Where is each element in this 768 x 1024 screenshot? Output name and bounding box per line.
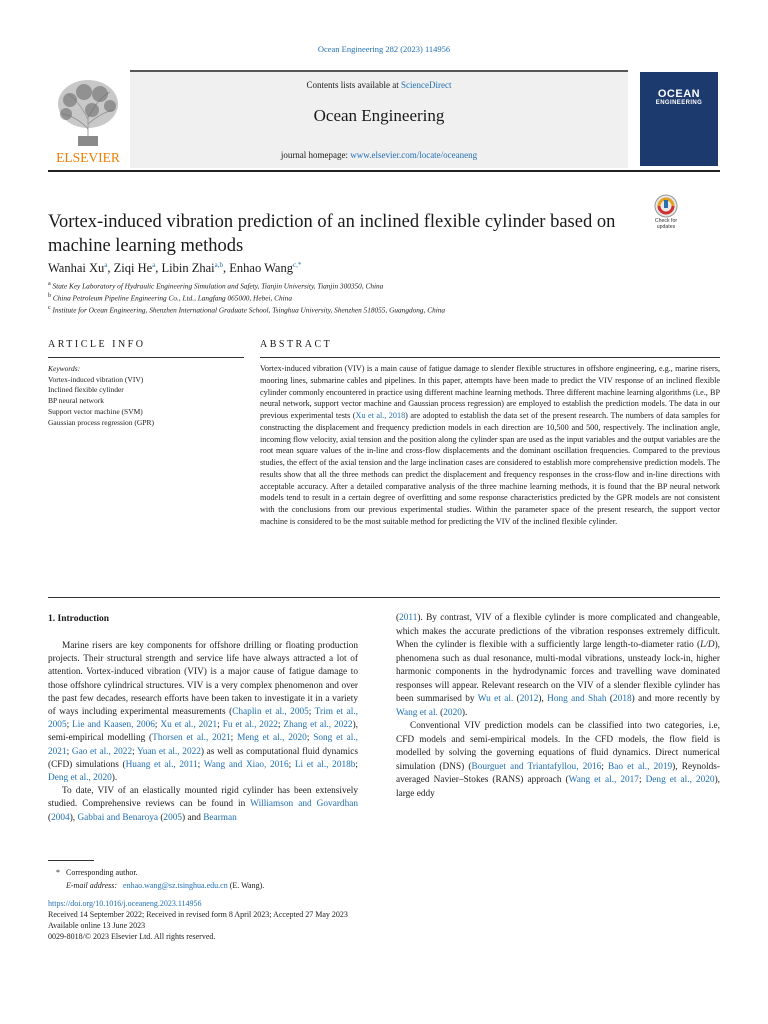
citation-link[interactable]: Wu et al. xyxy=(477,694,514,704)
text-run: and xyxy=(185,812,204,823)
text-run: and more recently by xyxy=(634,694,720,704)
footnote-rule xyxy=(48,860,94,861)
text-run: ), semi-empirical modelling ( xyxy=(48,720,358,744)
elsevier-wordmark: ELSEVIER xyxy=(56,150,120,165)
available-online: Available online 13 June 2023 xyxy=(48,921,146,930)
text-run: ) as well as computational fluid dynamics (CFD) simulations ( xyxy=(48,746,358,770)
corresponding-author-label: Corresponding author. xyxy=(66,868,138,877)
header-rule xyxy=(48,170,720,172)
intro-paragraph-3: Conventional VIV prediction models can be classified into two categories, i.e, CFD models and semi-empirical models. In the CFD models, the flow field is modelled by solving the governing equations of fluid dynamics. Direct numerical simulation (DNS) (Bourguet and Triantafyllou, 2016; Bao et al., 2019), Reynolds-averaged Navier–Stokes (RANS) approach (Wang et al., 2017; Deng et al., 2020), large eddy xyxy=(396,721,720,799)
author-affiliation-mark[interactable]: a xyxy=(152,261,156,269)
doi-link[interactable]: https://doi.org/10.1016/j.oceaneng.2023.114956 xyxy=(48,899,202,908)
journal-cover-image xyxy=(640,72,718,166)
citation-link[interactable]: Bourguet and Triantafyllou, 2016 xyxy=(471,761,602,772)
text-run: ), large eddy xyxy=(396,775,720,799)
author-name[interactable]: Ziqi He xyxy=(113,261,153,276)
text-run: ), phenomena such as dual resonance, multi-modal vibrations, unsteady lock-in, higher harmonic components in the hydrodynamic forces and travelling wave dominated responses will appear. Relevant research on the VIV of a slender flexible cylinder has been summarised by xyxy=(396,640,720,704)
citation-year-link[interactable]: 2011 xyxy=(399,613,418,623)
left-column xyxy=(48,640,358,825)
citation-link[interactable]: Williamson and Govardhan xyxy=(250,799,358,810)
author-affiliation-mark[interactable]: a,b xyxy=(214,261,224,269)
affiliation-mark: b xyxy=(48,293,52,299)
citation-link[interactable]: Bao et al., 2019 xyxy=(608,761,673,772)
citation-link[interactable]: Zhang et al., 2022 xyxy=(283,720,353,731)
keyword-item: Support vector machine (SVM) xyxy=(48,406,143,416)
citation-link[interactable]: Xu et al., 2018 xyxy=(355,411,406,420)
affiliation-a xyxy=(48,281,728,290)
text-run: ). xyxy=(111,773,118,784)
affiliation-text: Institute for Ocean Engineering, Shenzhen International Graduate School, Tsinghua University, Shenzhen 518055, Guangdong, China xyxy=(52,305,446,315)
cover-title-line-2: ENGINEERING xyxy=(655,100,703,106)
homepage-line xyxy=(130,150,628,160)
text-run: Marine risers are key components for offshore drilling or floating production projects. Their structural strength and service life have always attracted a lot of attention. Vortex-induced vibration (VIV) is a major cause of fatigue damage to those offshore cylindrical structures. VIV is a very complex phenomenon and over the past few decades, research efforts have been taken to investigate it in a variety of ways including experimental measurements ( xyxy=(48,641,358,718)
citation-year-link[interactable]: 2005 xyxy=(163,812,183,823)
citation-year-link[interactable]: 2012 xyxy=(519,694,539,704)
affiliation-text: China Petroleum Pipeline Engineering Co., Ltd., Langfang 065000, Hebei, China xyxy=(52,293,292,303)
citation-link[interactable]: Fu et al., 2022 xyxy=(222,720,278,731)
affiliation-mark: a xyxy=(48,281,51,287)
text-run: ), Reynolds-averaged Navier–Stokes (RANS) approach ( xyxy=(396,761,720,785)
abstract-bottom-rule xyxy=(48,597,720,598)
citation-link[interactable]: Gabbai and Benaroya xyxy=(77,812,158,823)
citation-link[interactable]: Hong and Shah xyxy=(547,694,607,704)
keywords-label: Keywords: xyxy=(48,364,81,373)
author-separator: , xyxy=(107,261,114,276)
citation-link[interactable]: Lie and Kaasen, 2006 xyxy=(72,720,155,731)
abstract-rule xyxy=(260,357,720,358)
author-separator: , xyxy=(155,261,162,276)
citation-link[interactable]: Huang et al., 2011 xyxy=(125,759,198,770)
author-name[interactable]: Libin Zhai xyxy=(161,261,215,276)
citation-year-link[interactable]: 2020 xyxy=(443,707,462,718)
keyword-item: Inclined flexible cylinder xyxy=(48,385,124,395)
cover-title-line-1: OCEAN xyxy=(657,88,701,100)
keyword-item: BP neural network xyxy=(48,396,104,406)
email-label: E-mail address: xyxy=(66,881,118,890)
journal-reference-link[interactable]: Ocean Engineering 282 (2023) 114956 xyxy=(317,44,451,54)
citation-link[interactable]: Song et al., 2021 xyxy=(48,733,358,757)
journal-name: Ocean Engineering xyxy=(313,106,445,125)
elsevier-tree-logo xyxy=(48,74,128,166)
received-dates: Received 14 September 2022; Received in revised form 8 April 2023; Accepted 27 May 2023 xyxy=(48,910,348,919)
keywords-block xyxy=(48,364,248,428)
citation-link[interactable]: Yuan et al., 2022 xyxy=(137,746,201,757)
citation-link[interactable]: Meng et al., 2020 xyxy=(237,733,307,744)
article-info-heading: ARTICLE INFO xyxy=(48,339,146,350)
citation-link[interactable]: Gao et al., 2022 xyxy=(71,746,133,757)
abstract-part-1: Vortex-induced vibration (VIV) is a main cause of fatigue damage to slender flexible structures in offshore engineering, e.g., marine risers, mooring lines, submarine cables and pipelines. In this paper, attempts have been made to predict the VIV response of an inclined flexible cylinder commonly encountered in practice using different machine learning methods. Three different machine learning algorithms (i.e., BP neural network, support vector machine and Gaussian process regression) are employed to establish the prediction models. The data in our previous experimental tests ( xyxy=(260,364,720,420)
homepage-prefix: journal homepage: xyxy=(280,150,351,160)
affiliation-c xyxy=(48,305,728,314)
text-run: Conventional VIV prediction models can be classified into two categories, i.e, CFD models and semi-empirical models. In the CFD models, the flow field is modelled by solving the governing equations of fluid dynamics. Direct numerical simulation (DNS) ( xyxy=(396,721,720,772)
author-separator: , xyxy=(223,261,230,276)
check-updates-label: Check for updates xyxy=(654,218,678,230)
citation-link[interactable]: Deng et al., 2020 xyxy=(645,775,715,785)
article-title: Vortex-induced vibration prediction of an inclined flexible cylinder based on machine learning methods xyxy=(48,212,616,256)
article-footer xyxy=(48,898,648,942)
text-run: ). By contrast, VIV of a flexible cylinder is more complicated and changeable, which makes the accurate predictions of the vibration responses extremely difficult. When the cylinder is flexible with a sufficiently large length-to-diameter ratio ( xyxy=(396,613,720,650)
author-list xyxy=(48,261,648,276)
author-name[interactable]: Enhao Wang xyxy=(229,261,293,276)
intro-paragraph-2-continued: (2011). By contrast, VIV of a flexible cylinder is more complicated and changeable, which makes the accurate predictions of the vibration responses extremely difficult. When the cylinder is flexible with a sufficiently large length-to-diameter ratio (L/D), phenomena such as dual resonance, multi-modal vibrations, unsteady lock-in, higher harmonic components in the hydrodynamic forces and travelling wave dominated responses will appear. Relevant research on the VIV of a slender flexible cylinder has been summarised by Wu et al. (2012), Hong and Shah (2018) and more recently by Wang et al. (2020). xyxy=(396,613,720,718)
citation-link[interactable]: Wang and Xiao, 2016 xyxy=(203,759,289,770)
citation-year-link[interactable]: 2004 xyxy=(51,812,70,823)
affiliation-text: State Key Laboratory of Hydraulic Engineering Simulation and Safety, Tianjin University, Tianjin 300350, China xyxy=(52,281,384,291)
article-info-rule xyxy=(48,357,244,358)
footnote-mark: * xyxy=(56,868,60,877)
copyright-line: 0029-8018/© 2023 Elsevier Ltd. All rights reserved. xyxy=(48,932,216,941)
citation-link[interactable]: Bearman xyxy=(203,812,237,823)
keyword-item: Gaussian process regression (GPR) xyxy=(48,417,155,427)
citation-year-link[interactable]: 2018 xyxy=(613,694,632,704)
email-line xyxy=(56,879,556,892)
intro-paragraph-2: To date, VIV of an elastically mounted rigid cylinder has been extensively studied. Comprehensive reviews can be found in Williamson and Govardhan (2004), Gabbai and Benaroya (2005) and Bearman xyxy=(48,786,358,823)
email-link[interactable]: enhao.wang@sz.tsinghua.edu.cn xyxy=(123,881,228,890)
abstract-part-2: ) are adopted to establish the data set of the present research. The numbers of data samples for constructing the displacement and frequency prediction models in each direction are 10,500 and 500, respectively. The inclination angle, incoming flow velocity, axial tension and the position along the cylinder span are used as the input variables and the output variables are the root mean square values of the in-line and cross-flow displacements and the dominant oscillation frequencies. Compared to the previous studies, the effect of the axial tension and the large inclination cases are considered to establish more comprehensive prediction models. The results show that all the three methods can predict the displacement and frequency responses in the cross-flow and in-line directions with acceptable accuracy. After a detailed comparative analysis of the three machine learning methods, it is found that the BP neural network models tend to result in a certain degree of overfitting and some response characteristics predicted by the GPR models are not consistent with the conclusions from our previous experimental studies. Within the parameter space of the present research, the support vector machine is considered to be the most suitable method for predicting the VIV of the inclined flexible cylinder. xyxy=(260,411,721,526)
citation-link[interactable]: Wang et al. xyxy=(396,707,438,718)
intro-paragraph-1: Marine risers are key components for offshore drilling or floating production projects. Their structural strength and service life have always attracted a lot of attention. Vortex-induced vibration (VIV) is a major cause of fatigue damage to those offshore cylindrical structures. VIV is a very complex phenomenon and over the past few decades, research efforts have been taken to investigate it in a variety of ways including experimental measurements (Chaplin et al., 2005; Trim et al., 2005; Lie and Kaasen, 2006; Xu et al., 2021; Fu et al., 2022; Zhang et al., 2022), semi-empirical modelling (Thorsen et al., 2021; Meng et al., 2020; Song et al., 2021; Gao et al., 2022; Yuan et al., 2022) as well as computational fluid dynamics (CFD) simulations (Huang et al., 2011; Wang and Xiao, 2016; Li et al., 2018b; Deng et al., 2020). xyxy=(48,641,359,784)
citation-link[interactable]: Wang et al., 2017 xyxy=(568,775,639,785)
abstract-text xyxy=(260,363,720,528)
right-column xyxy=(396,612,720,801)
email-suffix: (E. Wang). xyxy=(229,881,265,890)
author-name[interactable]: Wanhai Xu xyxy=(48,261,105,276)
citation-link[interactable]: Thorsen et al., 2021 xyxy=(152,733,231,744)
abstract-heading: ABSTRACT xyxy=(260,339,333,350)
author-affiliation-mark[interactable]: a xyxy=(104,261,108,269)
citation-link[interactable]: Xu et al., 2021 xyxy=(160,720,218,731)
footnote xyxy=(56,866,556,892)
contents-line xyxy=(130,80,628,90)
author-affiliation-mark[interactable]: c,* xyxy=(292,261,302,269)
affiliation-mark: c xyxy=(48,305,51,311)
corresponding-author-note xyxy=(56,866,556,879)
citation-link[interactable]: Trim et al., 2005 xyxy=(48,707,358,731)
journal-homepage-link[interactable]: www.elsevier.com/locate/oceaneng xyxy=(350,150,478,160)
introduction-heading: 1. Introduction xyxy=(48,614,110,624)
text-run: To date, VIV of an elastically mounted rigid cylinder has been extensively studied. Comprehensive reviews can be found in xyxy=(48,786,358,810)
citation-link[interactable]: Chaplin et al., 2005 xyxy=(232,707,309,718)
affiliation-b xyxy=(48,293,728,302)
citation-link[interactable]: Deng et al., 2020 xyxy=(48,773,112,784)
check-for-updates-icon[interactable] xyxy=(646,192,686,236)
contents-prefix: Contents lists available at xyxy=(306,80,401,90)
length-diameter-ratio: L/D xyxy=(700,640,715,650)
citation-link[interactable]: Li et al., 2018b xyxy=(294,759,356,770)
keyword-item: Vortex-induced vibration (VIV) xyxy=(48,374,144,384)
sciencedirect-link[interactable]: ScienceDirect xyxy=(401,80,452,90)
